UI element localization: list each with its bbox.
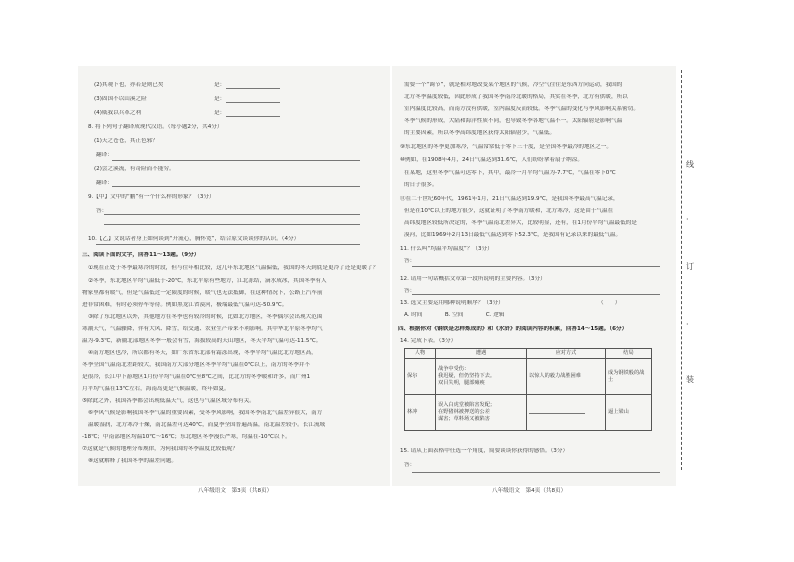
right-text-line: 室内温度比较高，而南方没有供暖，室内温度反而较低。冬季气温的变化与季风影响关系密切。 xyxy=(404,106,639,112)
right-text-line: 在某地，这里冬季气温可达零下，其中，最冷一月平均气温为-7.7℃，气温在零下0℃ xyxy=(404,170,616,176)
left-text-line: (2)其观下也，亦若是则已矣 xyxy=(94,82,164,88)
left-text-line: (2)尝之溪流，有奇险而不能穷。 xyxy=(94,166,175,172)
right-text-line: 的日子很多。 xyxy=(404,182,438,188)
table-cell-experience xyxy=(436,395,527,431)
left-text-line: -18℃；中南部地区均温10℃～16℃；东北地区冬季漫长严寒，均温在-10℃以下。 xyxy=(82,434,291,440)
left-text-line: (3)固国不以山溪之险 xyxy=(94,96,147,102)
binding-dot: · xyxy=(686,215,689,224)
right-text-line: 冬季气候的形成，大陆和海洋性质不同，也导致冬季各地气温不一。太阳辐射是影响气温 xyxy=(404,118,623,124)
left-text-line: ⑧这就解释了我国冬季的温差问题。 xyxy=(88,458,177,464)
right-text-line: 北方冬季温度较低，因此形成了我国冬季南冷北暖的格局，其实在冬季，北方有供暖，所以 xyxy=(404,94,628,100)
answer-line[interactable] xyxy=(104,224,360,225)
left-text-line: 温暖湿润，北方寒冷干燥，南北温差可达40℃，而夏季全国普遍高温，南北温差较小。长江流域 xyxy=(88,422,326,428)
answer-line[interactable] xyxy=(226,116,280,117)
table-header: 遭遇 xyxy=(436,349,527,359)
left-text-line: 8. 将下列句子翻译成现代汉语。（每小题2分，共4分） xyxy=(88,124,223,130)
right-text-line: 高纬度地区较低所决定的，冬季气温南北差异大，比较明显，还有，在1月份平均气温最低的是 xyxy=(404,220,637,226)
left-text-line: 温为-9.3℃，新疆北部地区冬季一般会有雪，海拔较高的天山地区，冬天平均气温可达-11.5℃。 xyxy=(82,338,322,344)
table-cell-response: 以惊人的毅力战胜困难 xyxy=(527,359,606,395)
answer-line[interactable] xyxy=(104,214,360,215)
left-text-line: 9.【甲】文中的“鹏”有一个什么样的形象？（3分） xyxy=(88,194,215,200)
left-text-line: ④南方地区也冷，所以都有冬天，如广东省东北部有霜冻出现，冬季平均气温比北方地区高， xyxy=(88,350,317,356)
left-text-line: ①现在正处于冬季最寒冷的时段，但与往年相比较，这几年东北地区气温偏低，我国的冬天到底是更冷了还是更暖了？ xyxy=(88,265,379,271)
experience-line: 战争中受伤： xyxy=(438,366,470,372)
experience-line: 谋害；草料场又被陷害 xyxy=(438,416,490,422)
fill-label: 是： xyxy=(214,82,226,88)
right-text-line: 但是在10℃以上的地方很少，这就证明了冬季南方暖和，北方寒冷，这是由于气温在 xyxy=(404,208,614,214)
answer-line[interactable] xyxy=(96,244,360,245)
left-text-line: ⑥季风气候是影响我国冬季气温的重要因素，受冬季风影响，我国冬季南北气温差异很大，南方 xyxy=(88,410,323,416)
right-text-line: 答： xyxy=(404,288,416,294)
table-cell-name: 保尔 xyxy=(405,359,436,395)
left-text-line: 翻译： xyxy=(96,180,113,186)
answer-blank[interactable] xyxy=(529,408,585,414)
right-text-line: 答： xyxy=(404,462,416,468)
right-text-line: 14. 完成下表。（3分） xyxy=(400,338,457,344)
answer-line[interactable] xyxy=(412,266,660,267)
table-row xyxy=(405,359,652,395)
binding-char: 装 xyxy=(686,375,694,384)
answer-line[interactable] xyxy=(412,294,660,295)
left-text-line: ⑦这就是气候的地理分布规律，为何我国的冬季温度比较低呢？ xyxy=(82,446,239,452)
right-text-line: 需要一个“调节”，就是相对地改变某个地区的气候，冷空气往往是东西方向运动，我国的 xyxy=(404,82,623,88)
reading-table xyxy=(404,348,652,431)
right-page-footer: 八年级语文 第4页（共8页） xyxy=(492,488,567,494)
left-text-line: 进非常困难，有时必须停车等待。例如黑龙江省漠河，极端最低气温可达-50.9℃。 xyxy=(82,302,288,308)
left-text-line: (4)威我以兵革之利 xyxy=(94,110,142,116)
left-text-line: 物家里都有暖气，但是气温低过一定限度的时候，暖气也无法抵御，在这种情况下，公路上汽车前 xyxy=(82,290,323,296)
binding-char: 线 xyxy=(686,160,694,169)
binding-line xyxy=(681,70,682,470)
answer-line[interactable] xyxy=(112,186,360,187)
left-text-line: ⑤除此之外，我国各季都会出现低温天气，这也与气温区域分布有关。 xyxy=(82,398,255,404)
fill-label: 是： xyxy=(214,96,226,102)
right-text-line: 漠河，比如1969年2月13日最低气温达到零下52.3℃，是我国有记录以来的最低气温。 xyxy=(404,232,622,238)
table-cell-name: 林冲 xyxy=(405,395,436,431)
choice-paren: （ ） xyxy=(598,300,621,306)
table-header: 结局 xyxy=(606,349,652,359)
answer-line[interactable] xyxy=(226,102,280,103)
left-page-footer: 八年级语文 第3页（共8页） xyxy=(198,488,273,494)
table-cell-experience xyxy=(436,359,527,395)
table-header-row xyxy=(405,349,652,359)
left-text-line: 寒潮天气，气温骤降，伴有大风、降雪，给交通、农业生产带来不利影响。其中华北平原冬季均气 xyxy=(82,326,323,332)
table-header: 应对方式 xyxy=(527,349,606,359)
left-text-line: (1)天之苍苍，其正色邪？ xyxy=(94,138,158,144)
table-row xyxy=(405,395,652,431)
left-text-line: 是很冷，长江中下游地区1月份平均气温在0℃至8℃之间，比北方的冬季暖和许多，而广州1 xyxy=(82,374,311,380)
right-text-line: 四、根据你对《钢铁是怎样炼成的》和《水浒》的阅读内容的积累，回答14～15题。（6分） xyxy=(398,326,628,332)
left-text-line: 冬季全国气温南北差距较大，我国南方大部分地区冬季平均气温在0℃以上，南方的冬季并不 xyxy=(82,362,310,368)
binding-char: 订 xyxy=(686,262,694,271)
left-text-line: 月平均气温在13℃左右，海南岛更是气候温暖，终年如夏。 xyxy=(82,386,230,392)
right-text-line: A. 时间 B. 空间 C. 逻辑 xyxy=(404,312,505,318)
left-text-line: 答： xyxy=(96,208,108,214)
right-text-line: ⑩例如，在1908年4月，24日气温达到31.6℃，人们纷纷拿着扇子纳凉。 xyxy=(400,157,583,163)
experience-line: 双目失明，腿部瘫痪 xyxy=(438,380,485,386)
left-text-line: 翻译： xyxy=(96,152,113,158)
right-text-line: 11. 什么叫“均温平均温度”？（3分） xyxy=(400,246,493,252)
experience-line: 误入白虎堂被陷害发配； xyxy=(438,402,496,408)
experience-line: 我迟疑，但仍坚持下去。 xyxy=(438,373,496,379)
table-cell-response-blank[interactable] xyxy=(527,395,606,431)
right-text-line: ⑨东北地区的冬季更加寒冷，气温常常低于零下三十度，是全国冬季最冷的地区之一。 xyxy=(400,144,612,150)
right-text-line: ⑪在二十世纪60年代，1961年1月，21日气温达到19.9℃，是我国冬季最高气温记录， xyxy=(400,196,619,202)
left-text-line: ②冬季，东北地区平均气温低于-20℃，东北平原有些地方，江北冻结，滴水成冰，其国冬季有人 xyxy=(88,278,327,284)
right-text-line: 13. 选文主要运用哪种说明顺序？（3分） xyxy=(400,300,504,306)
table-header: 人物 xyxy=(405,349,436,359)
answer-line[interactable] xyxy=(226,88,280,89)
answer-line[interactable] xyxy=(412,472,660,473)
answer-line[interactable] xyxy=(112,160,360,161)
right-text-line: 答： xyxy=(404,258,416,264)
left-text-line: ③除了东北地区以外，其他地方在冬季也有较冷的时候，比如北方地区，冬季偶尔会出现大范围 xyxy=(88,314,323,320)
left-text-line: 三、阅读下面的文字，回答11～13题。（9分） xyxy=(82,252,200,258)
right-text-line: 12. 请用一句话概括文章第一段所说明的主要内容。（3分） xyxy=(400,276,546,282)
right-text-line: 的主要因素，所以冬季高纬度地区获得太阳辐射少，气温低。 xyxy=(404,130,556,136)
fill-label: 是： xyxy=(214,110,226,116)
left-text-line: 10.【乙】文说话者身上如何谈到“开流心，胸怀宽”，结合原文谈谈你的认识。（4分） xyxy=(88,236,300,242)
table-cell-outcome: 逼上梁山 xyxy=(606,395,652,431)
right-text-line: 15. 请从上面表格中任选一个角度，简要谈谈你获得的感悟。（3分） xyxy=(400,448,569,454)
experience-line: 在野猪林被押送的公差 xyxy=(438,409,490,415)
table-cell-outcome: 成为钢铁般的战士 xyxy=(606,359,652,395)
binding-dot: · xyxy=(686,320,689,329)
